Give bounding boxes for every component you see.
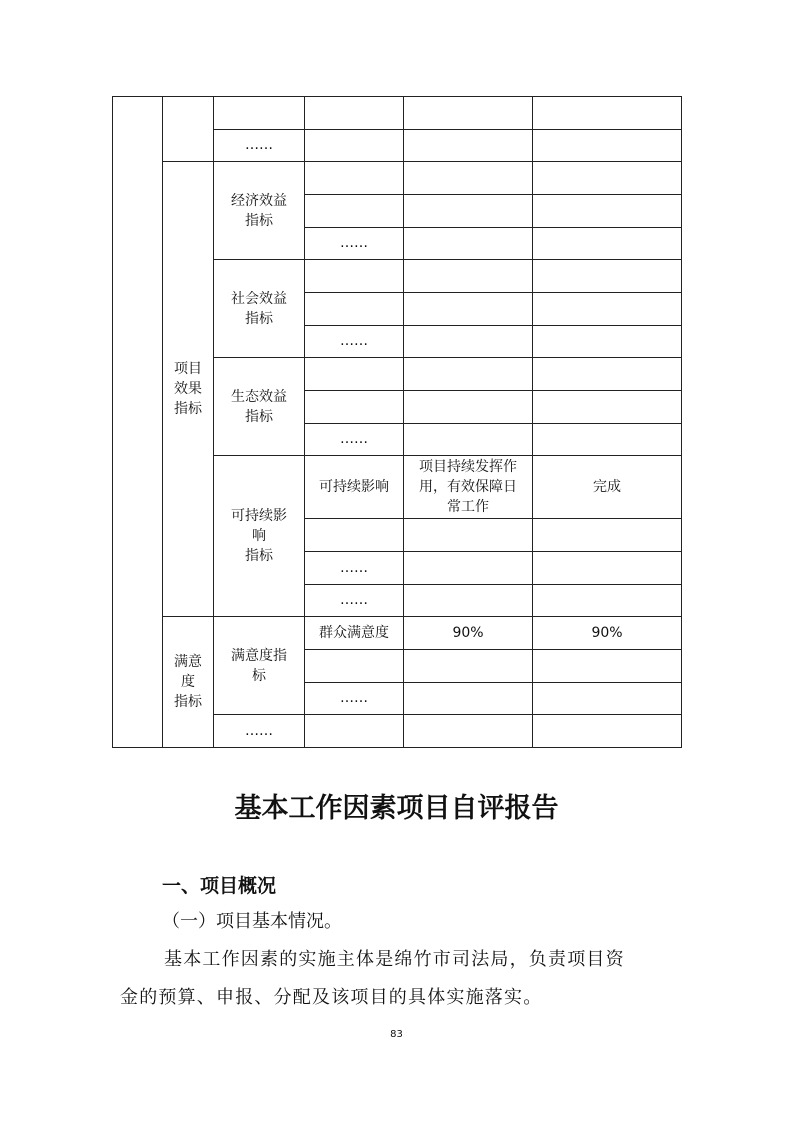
table-row (113, 97, 682, 130)
satisfaction-label: 满意度指 标 (214, 617, 305, 715)
ellipsis-cell: …… (305, 227, 404, 260)
report-title: 基本工作因素项目自评报告 (234, 793, 559, 824)
ellipsis-cell: …… (305, 584, 404, 617)
effect-category-label: 项目 效果 指标 (163, 162, 214, 617)
satisfaction-target: 90% (404, 617, 533, 650)
ellipsis-cell: …… (305, 682, 404, 715)
performance-indicator-table (112, 96, 682, 748)
sustainability-label: 可持续影 响 指标 (214, 456, 305, 617)
sustainability-actual: 完成 (533, 456, 682, 519)
body-paragraph-line: 金的预算、申报、分配及该项目的具体实施落实。 (120, 987, 543, 1008)
satisfaction-actual: 90% (533, 617, 682, 650)
level3-indicator-cell (214, 97, 305, 130)
ellipsis-cell: …… (214, 129, 305, 162)
sustainability-indicator: 可持续影响 (305, 456, 404, 519)
ellipsis-cell: …… (305, 423, 404, 456)
satisfaction-category-label: 满意 度 指标 (163, 617, 214, 748)
ellipsis-cell: …… (214, 715, 305, 748)
body-paragraph-line: 基本工作因素的实施主体是绵竹市司法局，负责项目资 (164, 949, 625, 970)
ellipsis-cell: …… (305, 552, 404, 585)
section-heading: 一、项目概况 (162, 875, 277, 897)
economic-benefit-label: 经济效益 指标 (214, 162, 305, 260)
page-number: 83 (390, 1029, 403, 1040)
table-row (113, 162, 682, 195)
ecological-benefit-label: 生态效益 指标 (214, 358, 305, 456)
level1-category-cell (113, 97, 163, 748)
social-benefit-label: 社会效益 指标 (214, 260, 305, 358)
satisfaction-indicator: 群众满意度 (305, 617, 404, 650)
sustainability-target: 项目持续发挥作 用，有效保障日 常工作 (404, 456, 533, 519)
table-row (113, 617, 682, 650)
subsection-heading: （一）项目基本情况。 (162, 911, 342, 932)
level2-category-cell (163, 97, 214, 162)
ellipsis-cell: …… (305, 325, 404, 358)
